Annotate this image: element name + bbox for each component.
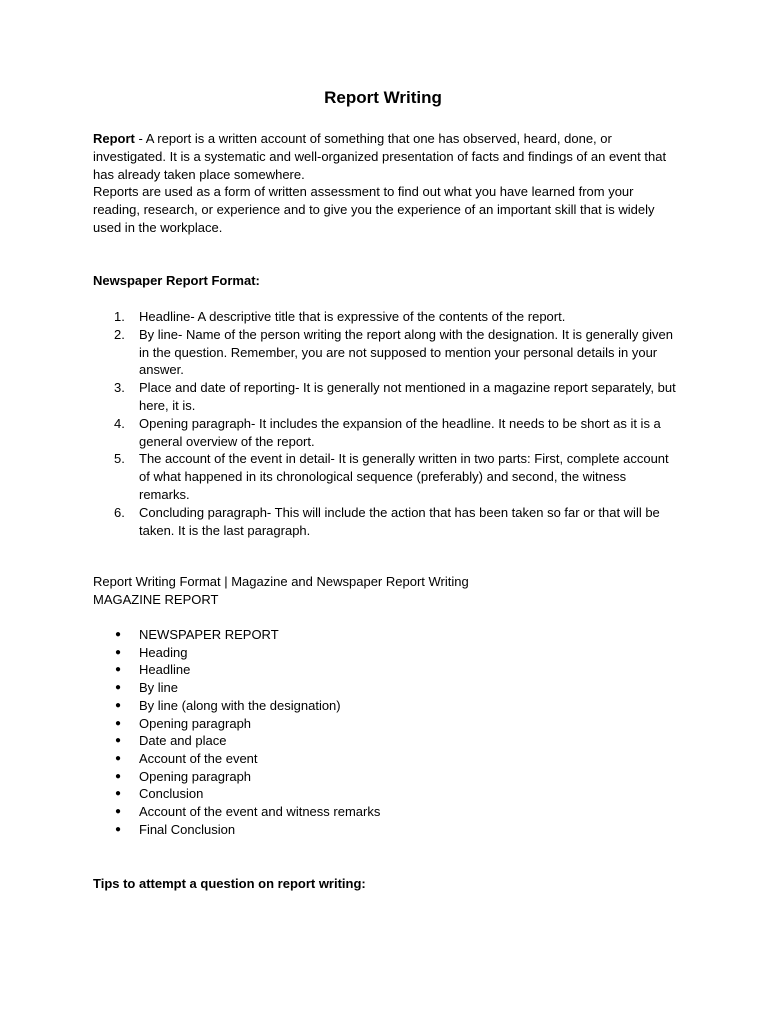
bullet-icon: ● <box>115 629 122 640</box>
bullet-icon: ● <box>115 735 122 747</box>
bullet-icon: ● <box>115 717 122 729</box>
list-item-text: Final Conclusion <box>139 821 236 837</box>
bullet-icon: ● <box>115 806 122 818</box>
subtitle-line-1: Report Writing Format | Magazine and Newspaper Report Writing <box>93 574 469 589</box>
bullet-icon: ● <box>115 664 122 676</box>
list-item-text: Account of the event and witness remarks <box>139 804 381 820</box>
list-item <box>93 326 678 379</box>
list-item-text: NEWSPAPER REPORT <box>139 627 279 642</box>
bullet-icon: ● <box>115 788 122 800</box>
format-heading: Newspaper Report Format: <box>93 273 260 288</box>
list-item <box>93 750 653 768</box>
list-item <box>93 785 653 803</box>
list-item-text: Place and date of reporting- It is generally not mentioned in a magazine report separately, but here, it is. <box>139 380 676 413</box>
subtitle-line-2: MAGAZINE REPORT <box>93 592 219 607</box>
report-bullet-list <box>93 626 653 838</box>
bullet-icon: ● <box>115 646 122 658</box>
list-item-text: Opening paragraph- It includes the expansion of the headline. It needs to be short as it is a general overview of the report. <box>139 415 661 449</box>
format-list <box>93 308 678 539</box>
list-item-text: Heading <box>139 644 188 660</box>
page-title: Report Writing <box>324 88 442 107</box>
intro-definition: - A report is a written account of something that one has observed, heard, done, or investigated. It is a systematic and well-organized presentation of facts and findings of an event that has already taken place somewhere. <box>93 131 667 182</box>
list-item <box>93 644 653 662</box>
list-item <box>93 715 653 733</box>
list-item-text: Concluding paragraph- This will include the action that has been taken so far or that will be taken. It is the last paragraph. <box>139 504 660 538</box>
list-item-text: Opening paragraph <box>139 715 252 731</box>
list-item <box>93 768 653 786</box>
list-item-text: By line- Name of the person writing the report along with the designation. It is generally given in the question. Remember, you are not supposed to mention your personal details in your answer. <box>139 326 674 378</box>
list-item-text: Account of the event <box>139 750 258 766</box>
bullet-icon: ● <box>115 823 122 835</box>
list-item <box>93 504 678 540</box>
intro-term: Report <box>93 131 135 146</box>
list-item <box>93 821 653 839</box>
bullet-icon: ● <box>115 682 122 694</box>
bullet-icon: ● <box>115 752 122 764</box>
tips-heading: Tips to attempt a question on report writing: <box>93 876 366 891</box>
intro-paragraph <box>93 130 678 183</box>
list-item-text: Headline- A descriptive title that is expressive of the contents of the report. <box>139 309 566 324</box>
list-item <box>93 679 653 697</box>
list-item <box>93 308 678 326</box>
list-item-text: By line (along with the designation) <box>139 697 341 713</box>
list-item <box>93 415 678 451</box>
list-item <box>93 626 653 644</box>
list-item-text: By line <box>139 680 179 696</box>
list-item <box>93 803 653 821</box>
list-number: 1. <box>114 309 125 324</box>
list-item <box>93 450 678 503</box>
list-item-text: Headline <box>139 662 191 678</box>
bullet-icon: ● <box>115 770 122 782</box>
list-item <box>93 661 653 679</box>
list-number: 3. <box>114 380 125 396</box>
intro-section <box>93 130 678 237</box>
list-item <box>93 732 653 750</box>
list-item-text: Opening paragraph <box>139 768 252 784</box>
list-number: 4. <box>114 415 125 431</box>
list-item-text: Conclusion <box>139 786 204 802</box>
bullet-icon: ● <box>115 699 122 711</box>
list-item <box>93 379 678 415</box>
intro-paragraph-2: Reports are used as a form of written assessment to find out what you have learned from your reading, research, or experience and to give you the experience of an important skill that is widely used in the workplace. <box>93 184 655 235</box>
list-item-text: The account of the event in detail- It is generally written in two parts: First, complete account of what happened in its chronological sequence (preferably) and second, the witness remarks. <box>139 451 669 502</box>
list-item <box>93 697 653 715</box>
list-item-text: Date and place <box>139 733 227 749</box>
list-number: 2. <box>114 326 125 342</box>
list-number: 6. <box>114 504 125 520</box>
list-number: 5. <box>114 451 125 467</box>
